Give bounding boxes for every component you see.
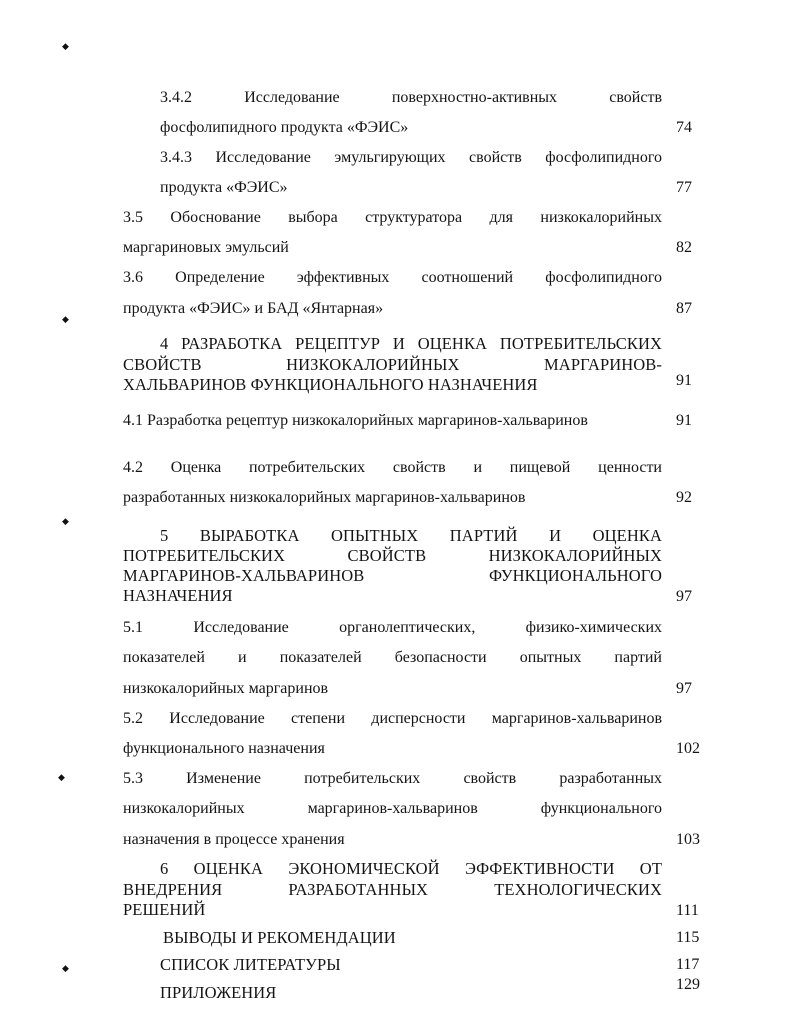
toc-entry-5-3-cont — [0, 797, 799, 821]
toc-chapter-6 — [0, 858, 799, 879]
toc-entry-text: низкокалорийных маргаринов — [123, 680, 329, 697]
toc-entry-3-5-cont — [0, 236, 799, 260]
toc-entry-3-6-cont — [0, 297, 799, 321]
page-number: 82 — [676, 239, 692, 256]
scan-speck-mark: ◆ — [62, 516, 69, 526]
toc-chapter-5-cont — [0, 545, 799, 566]
page-number: 111 — [676, 902, 699, 919]
toc-entry-5-1-cont — [0, 646, 799, 670]
toc-entry-text: 5.1 Исследование органолептических, физико-химических — [123, 619, 662, 636]
toc-chapter-heading: 5 ВЫРАБОТКА ОПЫТНЫХ ПАРТИЙ И ОЦЕНКА — [160, 526, 662, 545]
page-number: 77 — [676, 179, 692, 196]
toc-entry-text: 5.2 Исследование степени дисперсности маргаринов-хальваринов — [123, 710, 662, 727]
page-number: 97 — [676, 680, 692, 697]
toc-entry-text: низкокалорийных маргаринов-хальваринов функционального — [123, 800, 662, 817]
toc-entry-text: 3.6 Определение эффективных соотношений фосфолипидного — [123, 269, 662, 286]
toc-appendices-page — [0, 973, 799, 997]
page-number: 117 — [676, 956, 700, 973]
toc-entry-4-2-cont — [0, 486, 799, 510]
page-number: 87 — [676, 300, 692, 317]
toc-entry-5-2 — [0, 707, 799, 731]
toc-section-heading: ПРИЛОЖЕНИЯ — [160, 983, 277, 1002]
toc-chapter-4 — [0, 333, 799, 355]
toc-entry-3-4-2 — [0, 86, 799, 110]
toc-entry-text: разработанных низкокалорийных маргаринов-хальваринов — [123, 489, 526, 506]
toc-conclusions-page — [0, 926, 799, 950]
toc-entry-text: 3.4.2 Исследование поверхностно-активных свойств — [160, 89, 662, 106]
toc-chapter-5-page — [0, 585, 799, 609]
toc-entry-text: продукта «ФЭИС» — [160, 179, 288, 196]
toc-chapter-heading: НАЗНАЧЕНИЯ — [123, 586, 233, 605]
toc-chapter-4-page — [0, 369, 799, 393]
toc-chapter-heading: ХАЛЬВАРИНОВ ФУНКЦИОНАЛЬНОГО НАЗНАЧЕНИЯ — [123, 375, 538, 394]
page-number: 74 — [676, 119, 692, 136]
toc-entry-5-3-cont — [0, 828, 799, 852]
toc-entry-text: маргариновых эмульсий — [123, 239, 289, 256]
toc-entry-3-6 — [0, 266, 799, 290]
toc-entry-4-1 — [0, 409, 799, 433]
page-number: 92 — [676, 489, 692, 506]
scan-speck-mark: ◆ — [62, 963, 69, 973]
toc-chapter-heading: ВНЕДРЕНИЯ РАЗРАБОТАННЫХ ТЕХНОЛОГИЧЕСКИХ — [123, 880, 662, 899]
toc-entry-5-2-cont — [0, 737, 799, 761]
toc-chapter-heading: СВОЙСТВ НИЗКОКАЛОРИЙНЫХ МАРГАРИНОВ- — [123, 355, 662, 374]
toc-chapter-5 — [0, 525, 799, 546]
toc-chapter-5-cont — [0, 565, 799, 586]
toc-chapter-heading: 4 РАЗРАБОТКА РЕЦЕПТУР И ОЦЕНКА ПОТРЕБИТЕЛЬСКИХ — [160, 334, 662, 353]
page-number: 129 — [676, 976, 700, 993]
scan-speck-mark: ◆ — [58, 772, 65, 782]
toc-entry-3-4-2-cont — [0, 116, 799, 140]
toc-chapter-6-page — [0, 899, 799, 923]
scan-speck-mark: ◆ — [62, 314, 69, 324]
toc-entry-5-1 — [0, 616, 799, 640]
toc-chapter-heading: МАРГАРИНОВ-ХАЛЬВАРИНОВ ФУНКЦИОНАЛЬНОГО — [123, 566, 662, 585]
toc-entry-3-4-3-cont — [0, 176, 799, 200]
toc-chapter-heading: 6 ОЦЕНКА ЭКОНОМИЧЕСКОЙ ЭФФЕКТИВНОСТИ ОТ — [160, 859, 662, 878]
toc-chapter-heading: ПОТРЕБИТЕЛЬСКИХ СВОЙСТВ НИЗКОКАЛОРИЙНЫХ — [123, 546, 662, 565]
toc-entry-text: 3.5 Обоснование выбора структуратора для низкокалорийных — [123, 209, 662, 226]
page-number: 91 — [676, 412, 692, 429]
toc-section-heading: ВЫВОДЫ И РЕКОМЕНДАЦИИ — [163, 928, 396, 947]
toc-entry-text: 3.4.3 Исследование эмульгирующих свойств фосфолипидного — [160, 149, 662, 166]
toc-entry-4-2 — [0, 456, 799, 480]
page-number: 102 — [676, 740, 700, 757]
toc-section-heading: СПИСОК ЛИТЕРАТУРЫ — [160, 955, 341, 974]
toc-entry-text: функционального назначения — [123, 740, 325, 757]
toc-entry-text: назначения в процессе хранения — [123, 831, 345, 848]
toc-entry-text: 4.2 Оценка потребительских свойств и пищевой ценности — [123, 459, 662, 476]
toc-entry-text: 4.1 Разработка рецептур низкокалорийных маргаринов-хальваринов — [123, 412, 588, 429]
page-number: 97 — [676, 588, 692, 605]
page-number: 103 — [676, 831, 700, 848]
page-number: 115 — [676, 929, 700, 946]
toc-entry-text: 5.3 Изменение потребительских свойств разработанных — [123, 770, 662, 787]
toc-entry-3-5 — [0, 206, 799, 230]
toc-chapter-heading: РЕШЕНИЙ — [123, 900, 206, 919]
toc-entry-5-1-cont — [0, 677, 799, 701]
scan-speck-mark: ◆ — [62, 41, 69, 51]
toc-entry-3-4-3 — [0, 146, 799, 170]
toc-entry-text: показателей и показателей безопасности опытных партий — [123, 649, 662, 666]
toc-entry-5-3 — [0, 767, 799, 791]
toc-entry-text: фосфолипидного продукта «ФЭИС» — [160, 119, 409, 136]
toc-entry-text: продукта «ФЭИС» и БАД «Янтарная» — [123, 300, 384, 317]
toc-chapter-6-cont — [0, 879, 799, 900]
page-number: 91 — [676, 372, 692, 389]
